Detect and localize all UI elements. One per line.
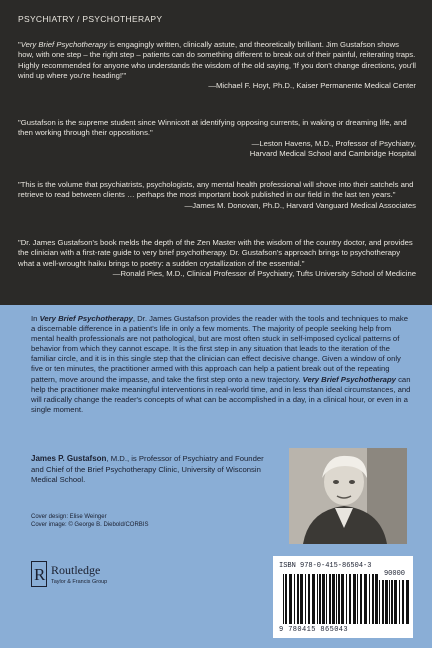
cover-design-credit: Cover design: Elise Weinger	[31, 514, 107, 520]
publisher-logo	[31, 561, 141, 591]
quote-book-title: Very Brief Psychotherapy	[20, 40, 108, 49]
barcode-bar	[369, 574, 370, 624]
barcode-bar	[399, 580, 400, 624]
quote-text: is engagingly written, clinically astute, and theoretically brilliant. Jim Gustafson shows how, with one step – the right step – patients can do something different to break out of their painful, reiterating traps. Highly recommended for anyone who understands the wisdom of the old saying, 'If you don't change directions, you'll wind up where you're heading!'"	[18, 40, 416, 80]
barcode-bar	[319, 574, 321, 624]
author-bio	[31, 454, 271, 486]
barcode-bar	[341, 574, 344, 624]
cover-image-credit: Cover image: © George B. Diebold/CORBIS	[31, 522, 149, 528]
barcode-bar	[364, 574, 367, 624]
isbn-text: ISBN 978-0-415-86504-3	[279, 562, 372, 570]
barcode-bar	[385, 580, 388, 624]
barcode-bar	[357, 574, 358, 624]
quote-attribution: —James M. Donovan, Ph.D., Harvard Vanguard Medical Associates	[184, 200, 416, 210]
author-name: James P. Gustafson	[31, 454, 107, 463]
barcode-bar	[402, 580, 404, 624]
review-quote-3	[18, 180, 416, 211]
barcode-bar	[317, 574, 318, 624]
ean-number: 9 780415 865043	[279, 626, 349, 634]
author-bio-text: , M.D., is Professor of Psychiatry and Founder and Chief of the Brief Psychotherapy Clinic, University of Wisconsin Medical School.	[31, 454, 264, 484]
barcode-bar	[406, 580, 409, 624]
barcode-bar	[379, 580, 380, 624]
barcode-bar	[297, 574, 299, 624]
quote-text: "Dr. James Gustafson's book melds the depth of the Zen Master with the wisdom of the country doctor, and provides the clinician with a first-rate guide to very brief psychotherapy. Dr. Gustafson's approach brings to psychotherapy what a well-wrought haiku brings to poetry: a sudden crystallization of the essential."	[18, 238, 413, 268]
barcode-bar	[289, 574, 292, 624]
barcode-bar	[332, 574, 335, 624]
routledge-r-icon	[31, 561, 47, 587]
category-label: PSYCHIATRY / PSYCHOTHERAPY	[18, 14, 163, 24]
quote-text: "Gustafson is the supreme student since Winnicott at identifying opposing currents, in waking or dreaming life, and then working through their oppositions."	[18, 118, 407, 138]
quote-text: "This is the volume that psychiatrists, psychologists, any mental health professional will shove into their satchels and retrieve to read between clients … perhaps the most important book published in our field in the last ten years."	[18, 180, 414, 200]
barcode-bar	[300, 574, 303, 624]
barcode-bar	[294, 574, 295, 624]
blurb-text: , Dr. James Gustafson provides the reader with the tools and techniques to make a discernable difference in a patient's life in only a few moments. The majority of people seeking help from mental health professionals are not pathological, but are most often stuck in self-imposed cyclical patterns of behavior from which they cannot escape. It is the first step in any situation that leads to the iteration of the familiar circle, and it is in this single step that the clinician can effect decisive change. Given a window of only five or ten minutes, the practitioner armed with this approach can help a patient break out of the repeating pattern, move around the impasse, and take the first step onto a new trajectory.	[31, 314, 409, 384]
barcode-bar	[372, 574, 374, 624]
barcode-bar	[346, 574, 347, 624]
barcode-bar	[375, 574, 378, 624]
barcode-bar	[360, 574, 362, 624]
blurb-lead: In	[31, 314, 40, 323]
barcode-bar	[308, 574, 310, 624]
review-quote-1: "Very Brief Psychotherapy is engagingly written, clinically astute, and theoretically brilliant. Jim Gustafson shows how, with one step – the right step – patients can do something different to break out of their painful, reiterating traps. Highly recommended for anyone who understands the wisdom of the old saying, 'If you don't change directions, you'll wind up where you're heading!'" —Michael F. Hoyt, Ph.D., Kaiser Permanente Medical Center	[18, 40, 416, 91]
barcode-bar	[322, 574, 325, 624]
quotes-panel	[0, 0, 432, 305]
review-quote-2	[18, 118, 416, 159]
quote-attribution: —Michael F. Hoyt, Ph.D., Kaiser Permanente Medical Center	[208, 81, 416, 91]
blurb-book-title: Very Brief Psychotherapy	[39, 314, 133, 323]
barcode-bar	[285, 574, 287, 624]
barcode-bar	[389, 580, 390, 624]
barcode-image	[283, 574, 378, 624]
price-barcode-image	[379, 580, 409, 624]
publisher-name: Routledge	[51, 563, 101, 577]
barcode-bar	[391, 580, 393, 624]
barcode-bar	[329, 574, 331, 624]
barcode-bar	[382, 580, 384, 624]
barcode-bar	[353, 574, 356, 624]
publisher-subtitle: Taylor & Francis Group	[51, 579, 108, 585]
author-photo	[289, 448, 407, 544]
barcode-bar	[336, 574, 337, 624]
blurb-text-end: can help the practitioner make meaningful interventions in real-world time, and in less than ideal circumstances, and will radically change the reader's concepts of what can be accomplished in a day, in a clinical hour, or even in a single moment.	[31, 374, 411, 414]
barcode-bar	[349, 574, 351, 624]
quote-attribution: —Ronald Pies, M.D., Clinical Professor of Psychiatry, Tufts University School of Medicine	[112, 268, 416, 278]
barcode-bar	[326, 574, 327, 624]
barcode-bar	[394, 580, 397, 624]
barcode-bar	[305, 574, 306, 624]
book-description	[31, 314, 411, 415]
review-quote-4	[18, 238, 416, 279]
description-panel	[0, 305, 432, 648]
quote-attribution: —Leston Havens, M.D., Professor of Psychiatry,	[251, 138, 416, 148]
author-portrait-image	[289, 448, 407, 544]
barcode-panel	[273, 556, 413, 638]
price-code: 90000	[383, 570, 405, 578]
barcode-bar	[312, 574, 315, 624]
barcode-bar	[283, 574, 284, 624]
svg-text:R: R	[34, 565, 46, 584]
quote-attribution-affiliation: Harvard Medical School and Cambridge Hospital	[249, 148, 416, 158]
blurb-book-title: Very Brief Psychotherapy	[302, 374, 396, 384]
barcode-bar	[338, 574, 340, 624]
cover-credits	[31, 513, 148, 529]
